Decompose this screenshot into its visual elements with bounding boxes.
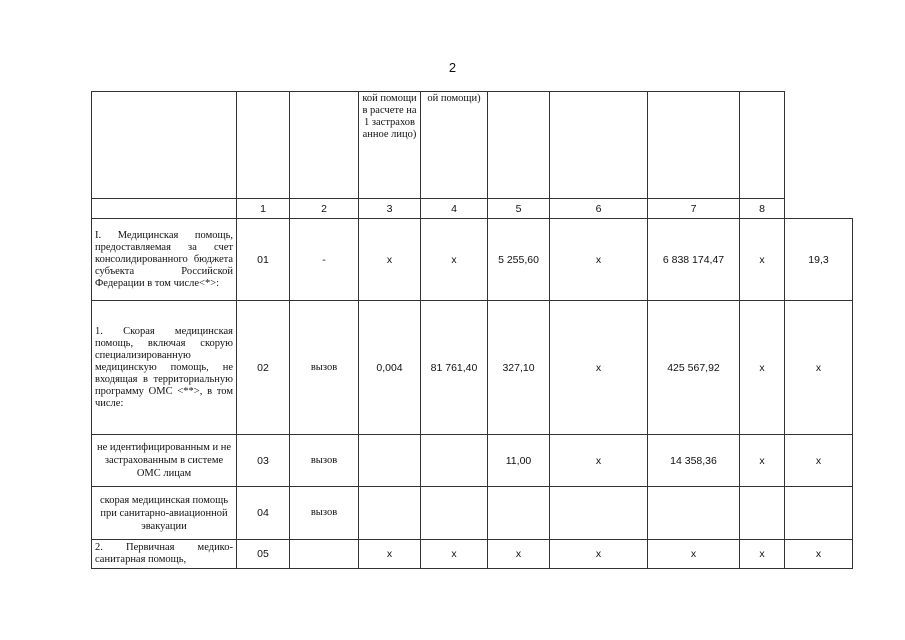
row-cell-7: 6 838 174,47 xyxy=(648,219,740,301)
column-number: 1 xyxy=(237,199,290,219)
row-cell-8: x xyxy=(740,301,785,435)
header-cell-3 xyxy=(290,92,359,199)
column-number: 6 xyxy=(550,199,648,219)
row-cell-4 xyxy=(421,435,488,487)
row-cell-6: x xyxy=(550,219,648,301)
column-number: 7 xyxy=(648,199,740,219)
row-cell-5 xyxy=(488,487,550,540)
header-cell-8 xyxy=(648,92,740,199)
row-cell-6: x xyxy=(550,301,648,435)
row-cell-7 xyxy=(648,487,740,540)
row-cell-5: 5 255,60 xyxy=(488,219,550,301)
row-unit xyxy=(290,540,359,569)
table-row xyxy=(92,487,853,540)
row-code: 05 xyxy=(237,540,290,569)
row-cell-3 xyxy=(359,435,421,487)
header-cell-6 xyxy=(488,92,550,199)
row-code: 01 xyxy=(237,219,290,301)
row-cell-6 xyxy=(550,487,648,540)
row-cell-4: 81 761,40 xyxy=(421,301,488,435)
row-unit: - xyxy=(290,219,359,301)
row-cell-9 xyxy=(785,487,853,540)
row-cell-4: x xyxy=(421,219,488,301)
column-number-row xyxy=(92,199,853,219)
row-cell-8: x xyxy=(740,435,785,487)
row-code: 02 xyxy=(237,301,290,435)
table-row xyxy=(92,301,853,435)
header-cell-2 xyxy=(237,92,290,199)
row-cell-9: 19,3 xyxy=(785,219,853,301)
row-cell-8: x xyxy=(740,219,785,301)
row-name: 1. Скорая медицинская помощь, включая скорую специализированную медицинскую помощь, не входящая в территориальную программу ОМС <**>, в том числе: xyxy=(92,301,237,435)
row-cell-8: x xyxy=(740,540,785,569)
row-cell-7: 425 567,92 xyxy=(648,301,740,435)
row-code: 03 xyxy=(237,435,290,487)
row-cell-7: 14 358,36 xyxy=(648,435,740,487)
header-row xyxy=(92,92,853,199)
row-cell-3: x xyxy=(359,540,421,569)
row-cell-4 xyxy=(421,487,488,540)
header-cell-5: ой помощи) xyxy=(421,92,488,199)
page-number: 2 xyxy=(448,60,457,75)
row-cell-5: 327,10 xyxy=(488,301,550,435)
column-number: 5 xyxy=(488,199,550,219)
table-row xyxy=(92,219,853,301)
header-cell-1 xyxy=(92,92,237,199)
row-code: 04 xyxy=(237,487,290,540)
row-cell-3: x xyxy=(359,219,421,301)
row-name: I. Медицинская помощь, предоставляемая за счет консолидированного бюджета субъекта Российской Федерации в том числе<*>: xyxy=(92,219,237,301)
header-cell-4: кой помощи в расчете на 1 застрахов анное лицо) xyxy=(359,92,421,199)
table-row xyxy=(92,540,853,569)
column-number: 8 xyxy=(740,199,785,219)
header-cell-7 xyxy=(550,92,648,199)
row-cell-9: x xyxy=(785,301,853,435)
row-cell-8 xyxy=(740,487,785,540)
column-number: 2 xyxy=(290,199,359,219)
row-cell-7: x xyxy=(648,540,740,569)
row-cell-5: x xyxy=(488,540,550,569)
row-name: 2. Первичная медико-санитарная помощь, xyxy=(92,540,237,569)
row-cell-6: x xyxy=(550,540,648,569)
row-cell-4: x xyxy=(421,540,488,569)
row-cell-3: 0,004 xyxy=(359,301,421,435)
row-cell-6: x xyxy=(550,435,648,487)
empty-number-cell xyxy=(92,199,237,219)
row-name: скорая медицинская помощь при санитарно-авиационной эвакуации xyxy=(92,487,237,540)
row-cell-9: x xyxy=(785,540,853,569)
row-cell-9: x xyxy=(785,435,853,487)
row-unit: вызов xyxy=(290,487,359,540)
row-unit: вызов xyxy=(290,435,359,487)
row-unit: вызов xyxy=(290,301,359,435)
row-cell-3 xyxy=(359,487,421,540)
column-number: 4 xyxy=(421,199,488,219)
header-cell-9 xyxy=(740,92,785,199)
table-row xyxy=(92,435,853,487)
column-number: 3 xyxy=(359,199,421,219)
row-cell-5: 11,00 xyxy=(488,435,550,487)
financing-table xyxy=(91,91,853,569)
row-name: не идентифицированным и не застрахованным в системе ОМС лицам xyxy=(92,435,237,487)
